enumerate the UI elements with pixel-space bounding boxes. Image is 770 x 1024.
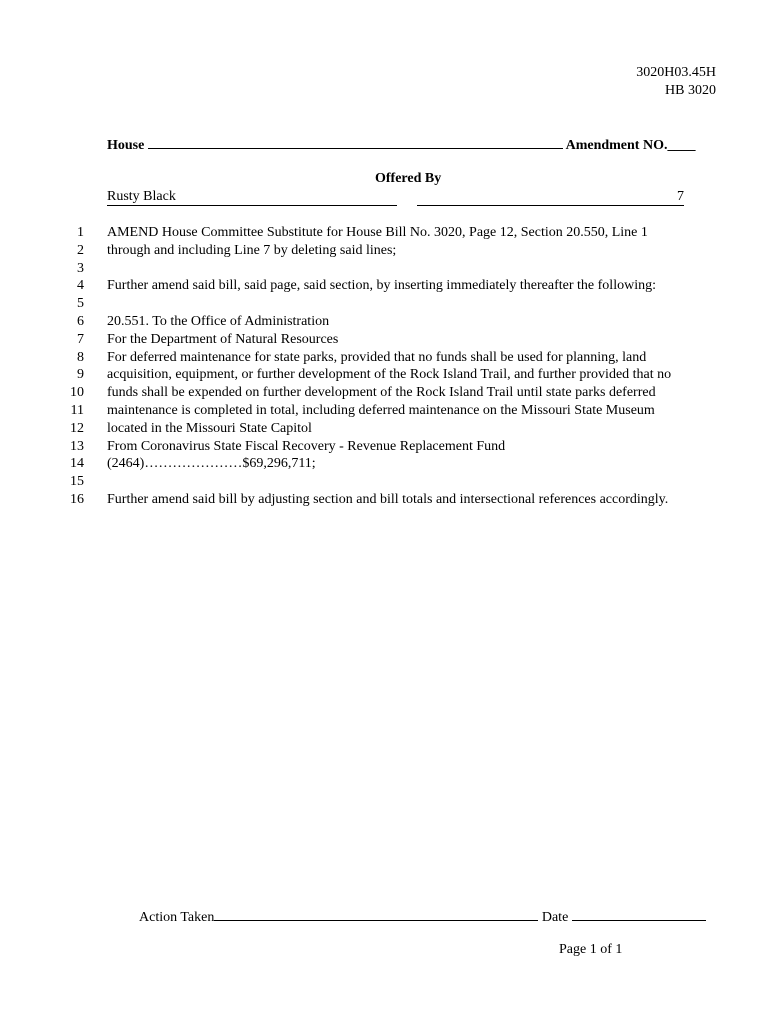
line-text: From Coronavirus State Fiscal Recovery - Revenue Replacement Fund bbox=[107, 438, 506, 454]
line-text: located in the Missouri State Capitol bbox=[107, 420, 312, 436]
body-line bbox=[0, 438, 770, 456]
body-line bbox=[0, 242, 770, 260]
bill-number: HB 3020 bbox=[665, 83, 716, 98]
body-line bbox=[0, 473, 770, 491]
line-text: For the Department of Natural Resources bbox=[107, 331, 339, 347]
page-number: Page 1 of 1 bbox=[559, 942, 623, 957]
line-text: acquisition, equipment, or further development of the Rock Island Trail, and further provided that no bbox=[107, 367, 672, 383]
body-line bbox=[0, 349, 770, 367]
line-text: through and including Line 7 by deleting said lines; bbox=[107, 242, 397, 258]
body-line bbox=[0, 402, 770, 420]
date-blank bbox=[572, 906, 706, 921]
line-number: 5 bbox=[77, 296, 84, 312]
house-blank-line bbox=[148, 134, 563, 149]
body-line bbox=[0, 277, 770, 295]
line-number: 6 bbox=[77, 313, 84, 329]
offered-by-heading: Offered By bbox=[375, 171, 442, 186]
line-number: 8 bbox=[77, 349, 84, 365]
amendment-header-line bbox=[107, 134, 717, 154]
amendment-body bbox=[0, 224, 770, 509]
sponsor-row bbox=[107, 189, 687, 206]
sponsor-name: Rusty Black bbox=[107, 189, 397, 206]
action-taken-row bbox=[139, 906, 719, 926]
line-text: Further amend said bill by adjusting section and bill totals and intersectional references accordingly. bbox=[107, 491, 669, 507]
body-line bbox=[0, 295, 770, 313]
line-text: 20.551. To the Office of Administration bbox=[107, 313, 330, 329]
line-number: 4 bbox=[77, 278, 84, 294]
body-line bbox=[0, 455, 770, 473]
line-text: For deferred maintenance for state parks, provided that no funds shall be used for planning, land bbox=[107, 349, 647, 365]
line-number: 1 bbox=[77, 225, 84, 240]
document-id: 3020H03.45H bbox=[636, 65, 716, 80]
body-line bbox=[0, 366, 770, 384]
body-line bbox=[0, 260, 770, 278]
document-header bbox=[636, 64, 716, 100]
line-number: 16 bbox=[70, 491, 84, 507]
house-label: House bbox=[107, 138, 145, 153]
amendment-number-label: Amendment NO. bbox=[565, 138, 668, 153]
line-number: 12 bbox=[70, 420, 84, 436]
line-text: maintenance is completed in total, including deferred maintenance on the Missouri State Museum bbox=[107, 402, 655, 418]
date-label: Date bbox=[541, 910, 569, 925]
line-number: 15 bbox=[70, 474, 84, 490]
line-text: (2464)…………………$69,296,711; bbox=[107, 456, 316, 472]
line-number: 2 bbox=[77, 242, 84, 258]
body-line bbox=[0, 331, 770, 349]
line-number: 7 bbox=[77, 331, 84, 347]
line-text: Further amend said bill, said page, said section, by inserting immediately thereafter the following: bbox=[107, 278, 656, 294]
line-number: 11 bbox=[70, 402, 84, 418]
body-line bbox=[0, 420, 770, 438]
amendment-number-blank: ____ bbox=[667, 138, 696, 153]
body-line bbox=[0, 384, 770, 402]
body-line bbox=[0, 224, 770, 242]
body-line bbox=[0, 313, 770, 331]
action-taken-label: Action Taken bbox=[139, 910, 215, 925]
body-line bbox=[0, 491, 770, 509]
action-taken-blank bbox=[214, 906, 538, 921]
line-number: 10 bbox=[70, 385, 84, 401]
sponsor-district-number: 7 bbox=[417, 189, 684, 206]
line-text: AMEND House Committee Substitute for House Bill No. 3020, Page 12, Section 20.550, Line 1 bbox=[107, 225, 648, 240]
line-number: 13 bbox=[70, 438, 84, 454]
line-number: 9 bbox=[77, 367, 84, 383]
line-text: funds shall be expended on further development of the Rock Island Trail until state parks deferred bbox=[107, 385, 656, 401]
line-number: 14 bbox=[70, 456, 84, 472]
line-number: 3 bbox=[77, 260, 84, 276]
